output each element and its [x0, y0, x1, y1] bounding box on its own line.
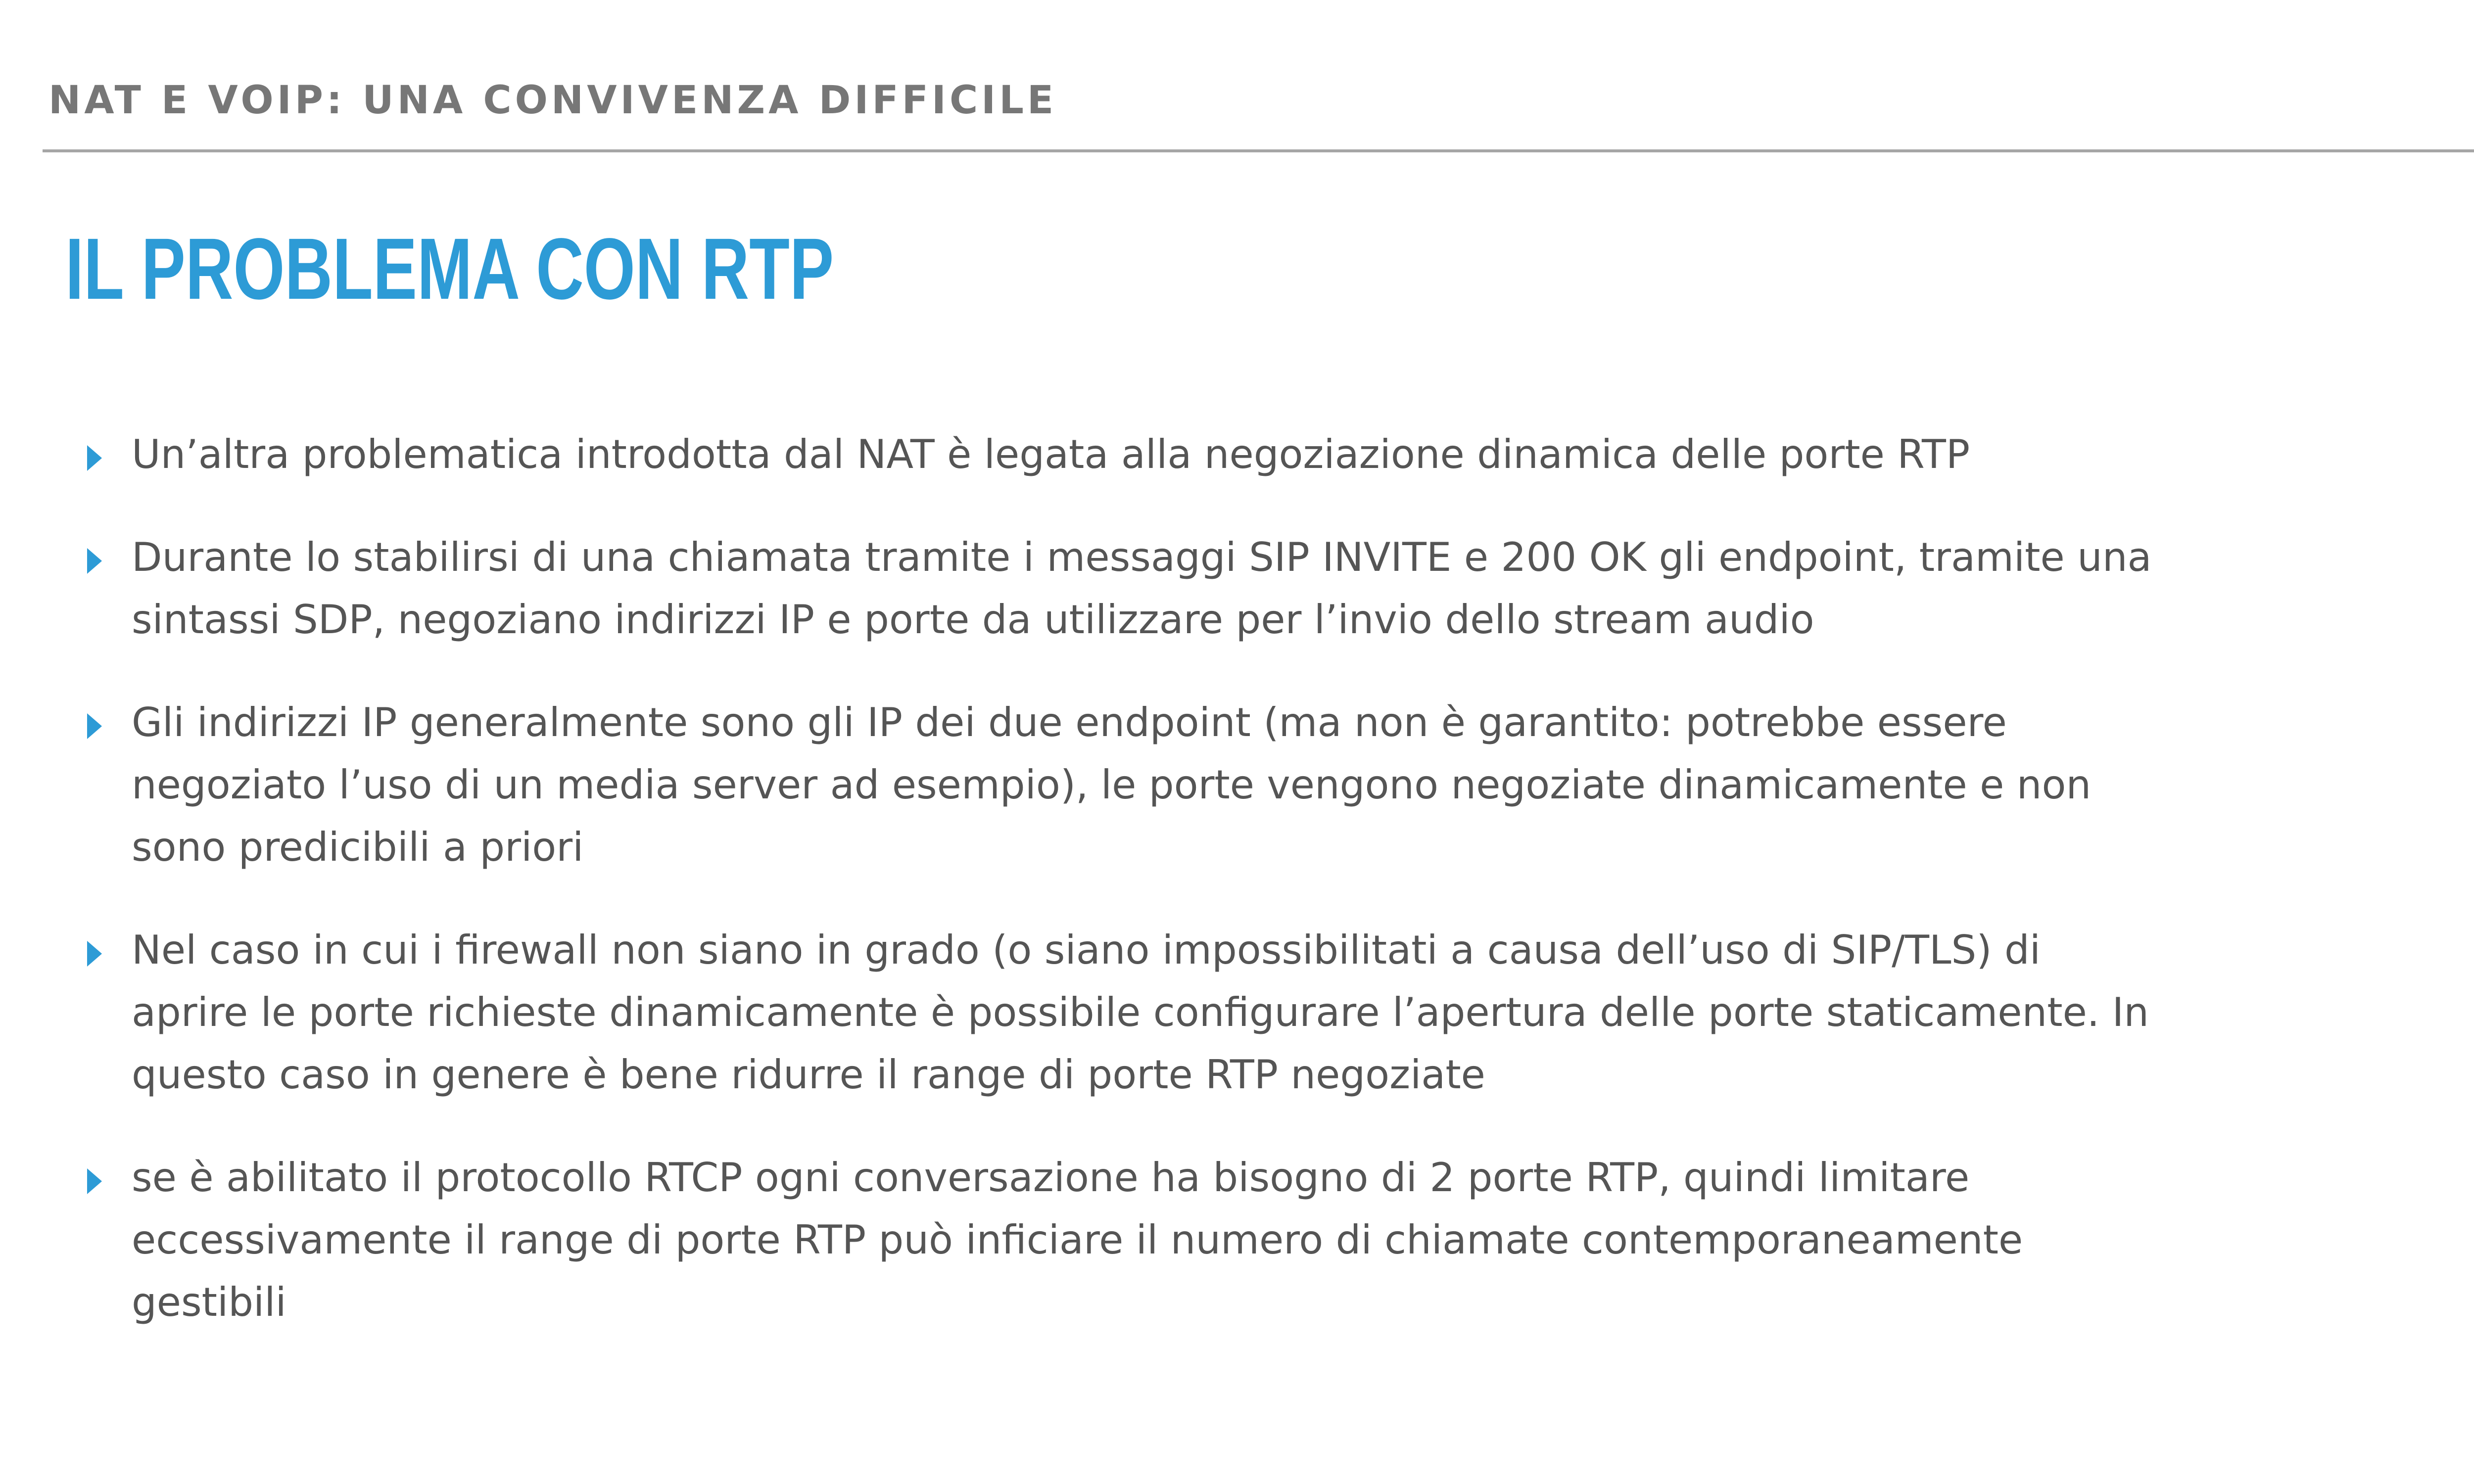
bullet-text: Un’altra problematica introdotta dal NAT è legata alla negoziazione dinamica delle porte RTP [132, 431, 1970, 477]
list-item [87, 919, 2314, 1106]
bullet-list [87, 423, 2314, 1374]
triangle-right-icon [87, 1168, 102, 1194]
list-item [87, 423, 2314, 486]
bullet-text: Durante lo stabilirsi di una chiamata tramite i messaggi SIP INVITE e 200 OK gli endpoint, tramite una sintassi SDP, negoziano indirizzi IP e porte da utilizzare per l’invio dello stream audio [132, 534, 2152, 643]
slide-header: NAT E VOIP: UNA CONVIVENZA DIFFICILE [48, 78, 1057, 123]
triangle-right-icon [87, 941, 102, 967]
triangle-right-icon [87, 713, 102, 739]
bullet-text: se è abilitato il protocollo RTCP ogni conversazione ha bisogno di 2 porte RTP, quindi limitare eccessivamente il range di porte RTP può inficiare il numero di chiamate contemporaneamente gestibili [132, 1155, 2023, 1325]
list-item [87, 526, 2314, 651]
bullet-text: Nel caso in cui i firewall non siano in grado (o siano impossibilitati a causa dell’uso di SIP/TLS) di aprire le porte richieste dinamicamente è possibile configurare l’apertura delle porte staticamente. In questo caso in genere è bene ridurre il range di porte RTP negoziate [132, 927, 2149, 1098]
slide-title: IL PROBLEMA CON RTP [65, 221, 834, 318]
list-item [87, 692, 2314, 879]
bullet-text: Gli indirizzi IP generalmente sono gli IP dei due endpoint (ma non è garantito: potrebbe essere negoziato l’uso di un media server ad esempio), le porte vengono negoziate dinamicamente e non sono predicibili a priori [132, 699, 2092, 870]
triangle-right-icon [87, 445, 102, 471]
list-item [87, 1147, 2314, 1334]
triangle-right-icon [87, 548, 102, 574]
header-divider [43, 149, 2474, 152]
